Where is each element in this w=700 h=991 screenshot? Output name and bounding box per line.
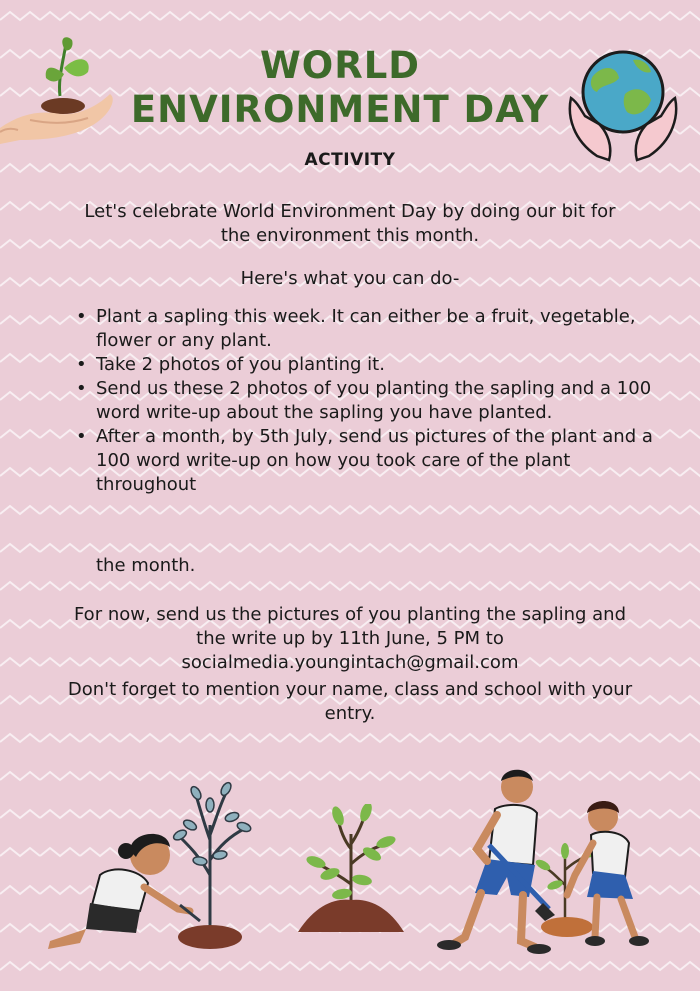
lead-line: Here's what you can do- (240, 268, 460, 289)
activity-subtitle: ACTIVITY (304, 150, 396, 170)
email-address[interactable]: socialmedia.youngintach@gmail.com (181, 652, 519, 673)
submission-deadline-text: For now, send us the pictures of you planting the sapling and the write up by 11th June, 5 PM to (73, 604, 627, 649)
page-title: WORLD ENVIRONMENT DAY (130, 44, 550, 131)
list-item: • Send us these 2 photos of you planting the sapling and a 100 word write-up about the sapling you have planted. (76, 377, 666, 425)
activity-steps-list (76, 305, 666, 497)
kids-planting-illustration (425, 765, 665, 960)
list-item-continuation: the month. (96, 555, 196, 576)
hand-holding-sprout-icon (0, 36, 118, 150)
sapling-in-soil-illustration (296, 804, 406, 934)
reminder-text: Don't forget to mention your name, class and school with your entry. (67, 679, 633, 724)
intro-paragraph: Let's celebrate World Environment Day by doing our bit for the environment this month. (84, 201, 616, 246)
hands-holding-globe-icon (563, 46, 683, 166)
list-item: • Plant a sapling this week. It can either be a fruit, vegetable, flower or any plant. (76, 305, 666, 353)
list-item: • After a month, by 5th July, send us pictures of the plant and a 100 word write-up on how you took care of the plant throughout (76, 425, 666, 497)
girl-planting-tree-illustration (40, 765, 265, 955)
closing-paragraph (60, 603, 640, 675)
list-item: • Take 2 photos of you planting it. (76, 353, 666, 377)
